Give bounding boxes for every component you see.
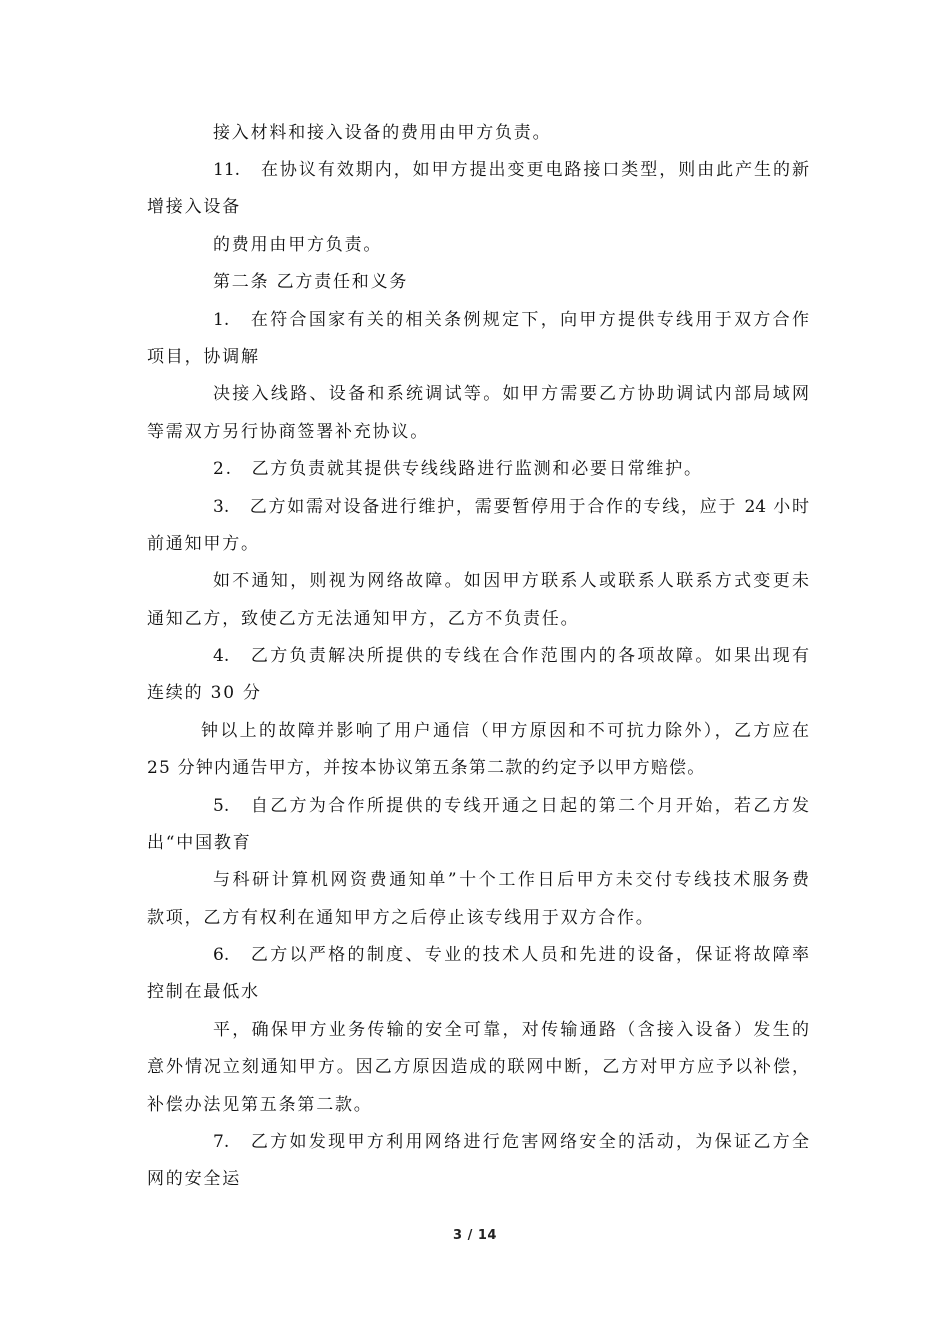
clause-4-line: 4. 乙方负责解决所提供的专线在合作范围内的各项故障。如果出现有 (213, 646, 809, 666)
body-line: 控制在最低水 (147, 982, 260, 1002)
body-line: 连续的 30 分 (147, 683, 262, 703)
clause-2-line: 2. 乙方负责就其提供专线线路进行监测和必要日常维护。 (213, 459, 703, 479)
body-line: 平，确保甲方业务传输的安全可靠，对传输通路（含接入设备）发生的 (213, 1020, 809, 1040)
body-line: 出“中国教育 (147, 833, 252, 853)
body-line: 意外情况立刻通知甲方。因乙方原因造成的联网中断，乙方对甲方应予以补偿， (147, 1057, 809, 1077)
clause-3-line: 3. 乙方如需对设备进行维护，需要暂停用于合作的专线，应于 24 小时 (213, 497, 809, 517)
body-line: 通知乙方，致使乙方无法通知甲方，乙方不负责任。 (147, 609, 580, 629)
body-line: 款项，乙方有权利在通知甲方之后停止该专线用于双方合作。 (147, 908, 655, 928)
clause-11-line: 11. 在协议有效期内，如甲方提出变更电路接口类型，则由此产生的新 (213, 160, 809, 180)
body-line: 项目，协调解 (147, 347, 260, 367)
clause-6-line: 6. 乙方以严格的制度、专业的技术人员和先进的设备，保证将故障率 (213, 945, 809, 965)
body-line: 25 分钟内通告甲方，并按本协议第五条第二款的约定予以甲方赔偿。 (147, 758, 706, 778)
section-heading: 第二条 乙方责任和义务 (213, 272, 409, 292)
body-line: 接入材料和接入设备的费用由甲方负责。 (213, 123, 552, 143)
body-line: 与科研计算机网资费通知单”十个工作日后甲方未交付专线技术服务费 (213, 870, 809, 890)
body-line: 前通知甲方。 (147, 534, 260, 554)
body-line: 钟以上的故障并影响了用户通信（甲方原因和不可抗力除外），乙方应在 (201, 721, 809, 741)
clause-5-line: 5. 自乙方为合作所提供的专线开通之日起的第二个月开始，若乙方发 (213, 796, 809, 816)
page-number: 3 / 14 (453, 1228, 497, 1243)
body-line: 网的安全运 (147, 1169, 241, 1189)
body-line: 如不通知，则视为网络故障。如因甲方联系人或联系人联系方式变更未 (213, 571, 809, 591)
clause-1-line: 1. 在符合国家有关的相关条例规定下，向甲方提供专线用于双方合作 (213, 310, 809, 330)
body-line: 补偿办法见第五条第二款。 (147, 1095, 373, 1115)
body-line: 等需双方另行协商签署补充协议。 (147, 422, 429, 442)
body-line: 的费用由甲方负责。 (213, 235, 383, 255)
body-line: 决接入线路、设备和系统调试等。如甲方需要乙方协助调试内部局域网 (213, 384, 809, 404)
clause-7-line: 7. 乙方如发现甲方利用网络进行危害网络安全的活动，为保证乙方全 (213, 1132, 809, 1152)
body-line: 增接入设备 (147, 197, 241, 217)
